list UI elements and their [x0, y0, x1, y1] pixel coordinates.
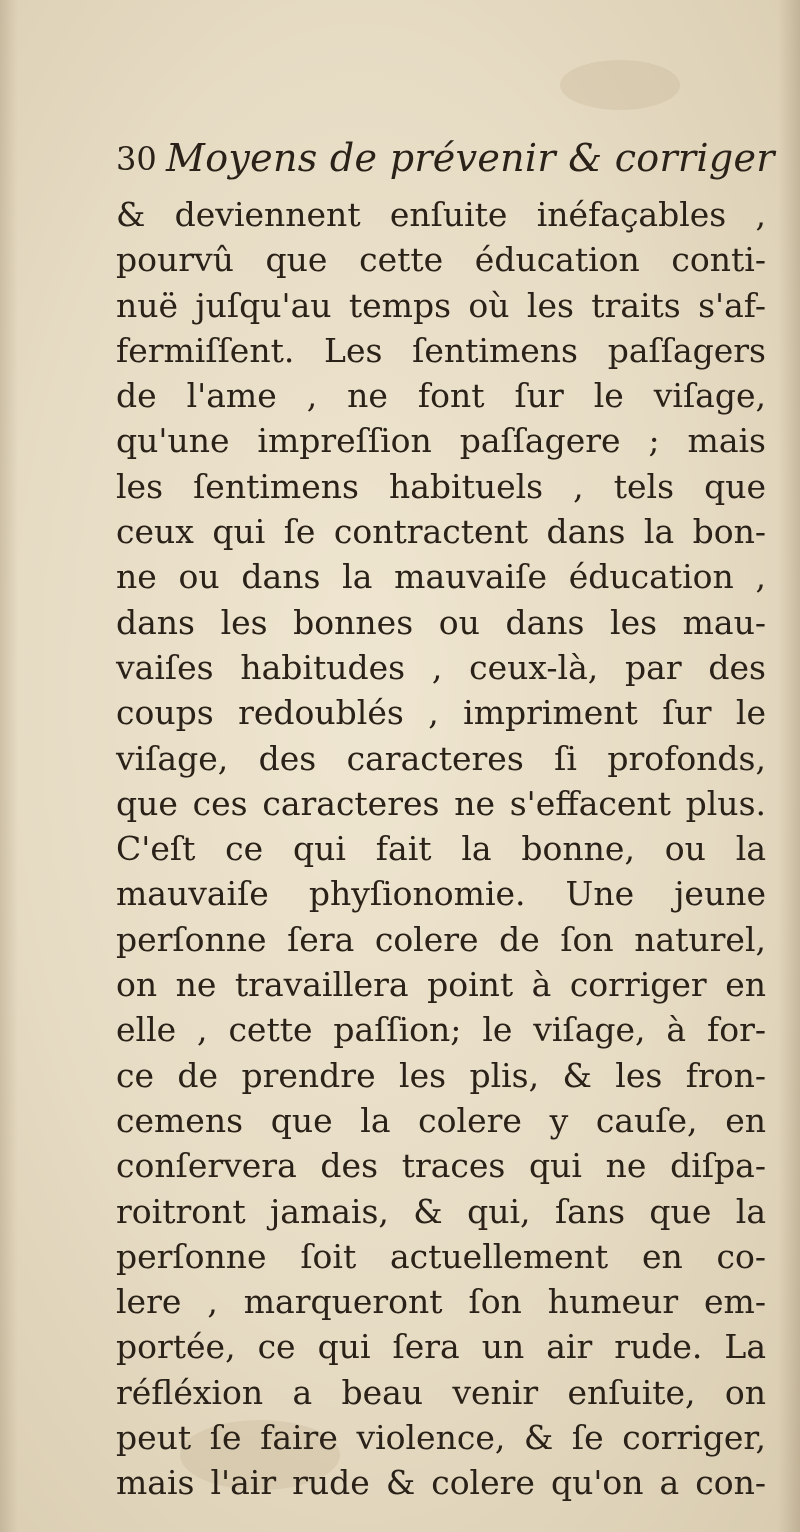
- text-line: ce de prendre les plis, & les fron-: [116, 1055, 766, 1095]
- text-line: roitront jamais, & qui, ſans que la: [116, 1191, 766, 1231]
- text-line: cemens que la colere y cauſe, en: [116, 1100, 766, 1140]
- page-shadow-left: [0, 0, 18, 1532]
- page-number: 30: [116, 140, 157, 178]
- text-line: les ſentimens habituels , tels que: [116, 466, 766, 506]
- text-line: perſonne ſera colere de ſon naturel,: [116, 919, 766, 959]
- text-line: peut ſe faire violence, & ſe corriger,: [116, 1418, 766, 1458]
- page-header: [116, 136, 775, 192]
- text-line: mais l'air rude & colere qu'on a con-: [116, 1463, 766, 1503]
- text-line: conſervera des traces qui ne diſpa-: [116, 1146, 766, 1186]
- body-text: [116, 192, 766, 1506]
- text-line: viſage, des caracteres ſi profonds,: [116, 738, 766, 778]
- text-line: dans les bonnes ou dans les mau-: [116, 602, 766, 642]
- text-line: fermiſſent. Les ſentimens paſſagers: [116, 330, 766, 370]
- text-line: portée, ce qui ſera un air rude. La: [116, 1327, 766, 1367]
- text-line: de l'ame , ne font ſur le viſage,: [116, 376, 766, 416]
- text-line: coups redoublés , impriment ſur le: [116, 693, 766, 733]
- text-line: qu'une impreſſion paſſagere ; mais: [116, 421, 766, 461]
- text-line: vaiſes habitudes , ceux-là, par des: [116, 647, 766, 687]
- page-shadow-right: [778, 0, 800, 1532]
- text-line: & deviennent enſuite inéfaçables ,: [116, 195, 766, 234]
- paper-stain: [560, 60, 680, 110]
- text-line: perſonne ſoit actuellement en co-: [116, 1236, 766, 1276]
- text-line: ceux qui ſe contractent dans la bon-: [116, 512, 766, 552]
- text-line: que ces caracteres ne s'effacent plus.: [116, 783, 766, 823]
- text-line: C'eſt ce qui fait la bonne, ou la: [116, 829, 766, 869]
- text-line: mauvaiſe phyſionomie. Une jeune: [116, 874, 766, 914]
- text-line: on ne travaillera point à corriger en: [116, 965, 766, 1005]
- text-line: lere , marqueront ſon humeur em-: [116, 1282, 766, 1322]
- text-line: pourvû que cette éducation conti-: [116, 240, 766, 280]
- text-line: réfléxion a beau venir enſuite, on: [116, 1372, 766, 1412]
- text-line: ne ou dans la mauvaiſe éducation ,: [116, 557, 766, 597]
- running-title: Moyens de prévenir & corriger: [166, 136, 775, 180]
- text-line: nuë juſqu'au temps où les traits s'af-: [116, 285, 766, 325]
- text-line: elle , cette paſſion; le viſage, à for-: [116, 1010, 766, 1050]
